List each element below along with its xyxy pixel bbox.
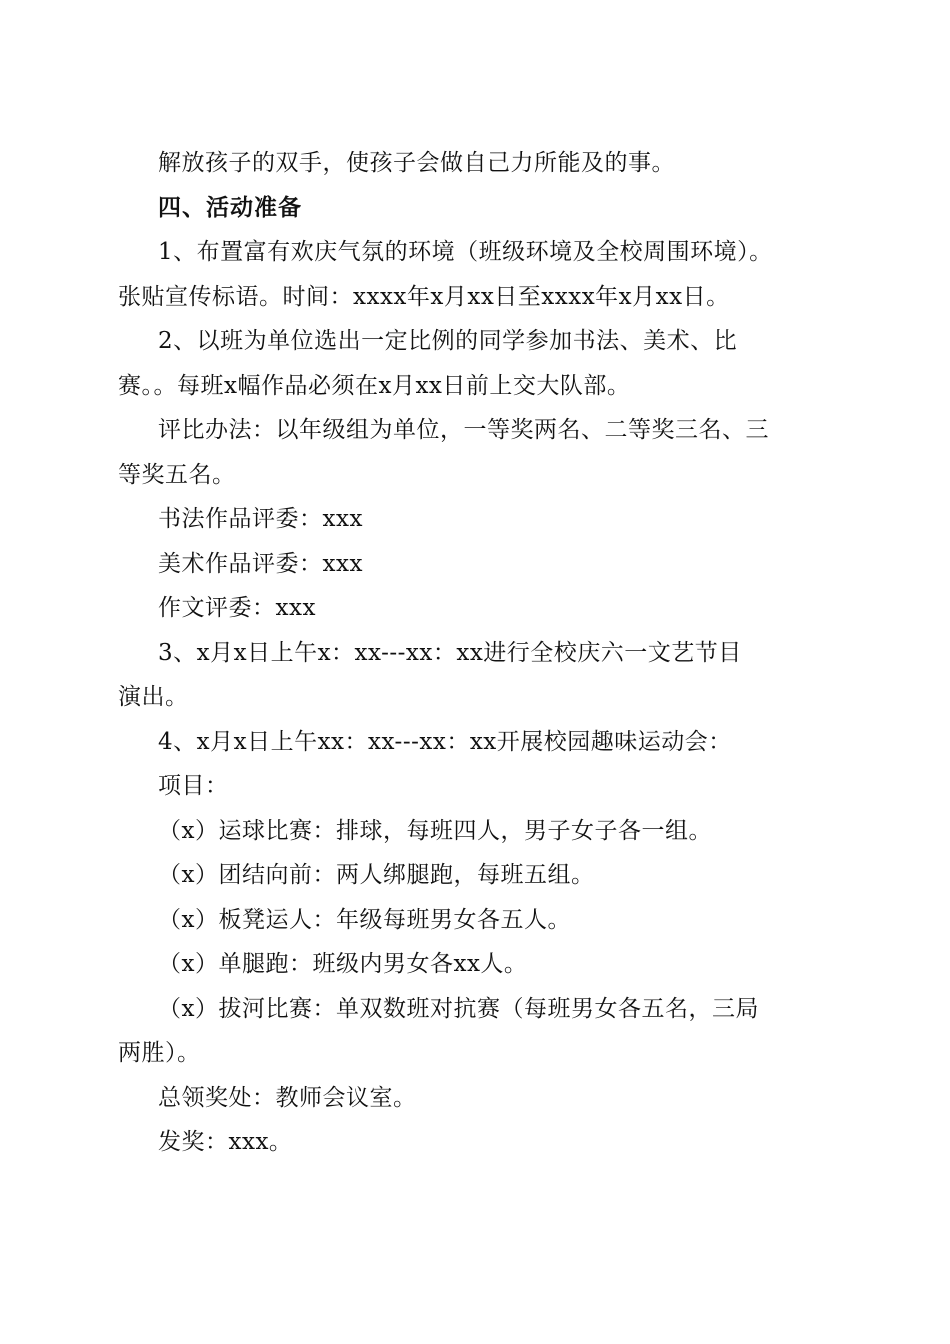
paragraph-line: 3、x月x日上午x：xx---xx：xx进行全校庆六一文艺节目	[158, 639, 742, 666]
paragraph-line: 美术作品评委：xxx	[158, 550, 363, 577]
document-body	[118, 141, 838, 1165]
list-item: （x）拔河比赛：单双数班对抗赛（每班男女各五名，三局	[158, 995, 759, 1022]
paragraph-line: 解放孩子的双手，使孩子会做自己力所能及的事。	[158, 150, 675, 176]
paragraph-line: 演出。	[118, 684, 189, 710]
paragraph-line: 作文评委：xxx	[158, 595, 316, 621]
paragraph-line: 4、x月x日上午xx：xx---xx：xx开展校园趣味运动会：	[158, 728, 732, 755]
list-item: （x）板凳运人：年级每班男女各五人。	[158, 906, 571, 933]
paragraph-line: 书法作品评委：xxx	[158, 506, 363, 532]
paragraph-line: 项目：	[158, 773, 229, 799]
section-heading: 四、活动准备	[158, 194, 302, 221]
paragraph-line: 2、以班为单位选出一定比例的同学参加书法、美术、比	[158, 328, 738, 354]
list-item: （x）团结向前：两人绑腿跑，每班五组。	[158, 862, 595, 888]
list-item: （x）运球比赛：排球，每班四人，男子女子各一组。	[158, 817, 712, 844]
paragraph-line: 赛。。每班x幅作品必须在x月xx日前上交大队部。	[118, 372, 631, 399]
paragraph-line: 评比办法：以年级组为单位，一等奖两名、二等奖三名、三	[158, 417, 769, 443]
paragraph-line: 发奖：xxx。	[158, 1129, 293, 1155]
list-item: （x）单腿跑：班级内男女各xx人。	[158, 951, 528, 977]
paragraph-line: 两胜）。	[118, 1040, 201, 1066]
paragraph-line: 等奖五名。	[118, 461, 236, 488]
paragraph-line: 总领奖处：教师会议室。	[158, 1084, 417, 1111]
paragraph-line: 1、布置富有欢庆气氛的环境（班级环境及全校周围环境）。	[158, 239, 773, 265]
paragraph-line: 张贴宣传标语。时间：xxxx年x月xx日至xxxx年x月xx日。	[118, 283, 730, 310]
